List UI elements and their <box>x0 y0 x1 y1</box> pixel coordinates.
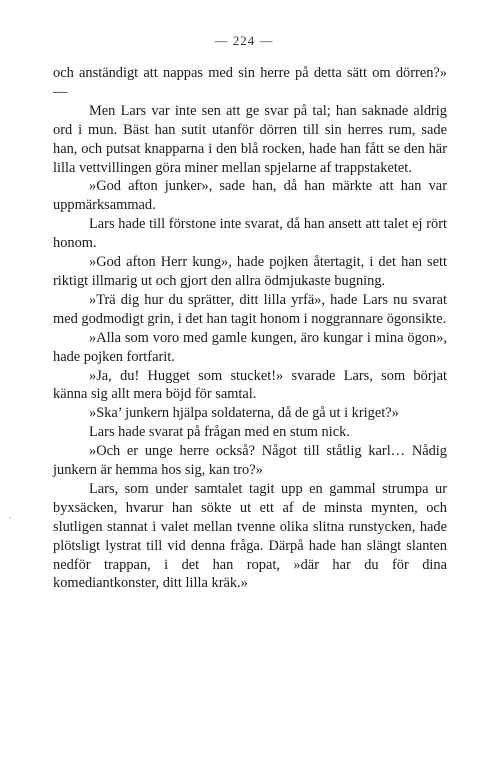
paragraph: »Och er unge herre också? Något till ståtlig karl… Nådig junkern är hemma hos sig, kan tro?» <box>53 443 447 479</box>
paragraph: »Ska’ junkern hjälpa soldaterna, då de gå ut i kriget?» <box>89 405 399 422</box>
paragraph: »God afton Herr kung», hade pojken återtagit, i det han sett riktigt illmarig ut och gjort den allra ödmjukaste bugning. <box>53 254 447 289</box>
text-body <box>53 64 447 593</box>
paragraph: »Ja, du! Hugget som stucket!» svarade Lars, som börjat känna sig allt mera böjd för samtal. <box>53 367 447 403</box>
page-number: — 224 — <box>214 33 274 48</box>
paragraph: Lars, som under samtalet tagit upp en gammal strumpa ur byxsäcken, hvarur han sökte ut ett af de minsta mynten, och slutligen stannat i valet mellan tvenne olika slitna runstycken, hade plötsligt lystrat till vid denna fråga. Därpå hade han slängt slanten nedför trappan, i det han ropat, »där har du för dina komediantkonster, ditt lilla kräk.» <box>53 480 447 592</box>
paragraph: »God afton junker», sade han, då han märkte att han var uppmärksammad. <box>53 178 447 214</box>
paragraph: »Alla som voro med gamle kungen, äro kungar i mina ögon», hade pojken fortfarit. <box>53 329 447 365</box>
paragraph: och anständigt att nappas med sin herre på detta sätt om dörren?» — <box>53 65 447 100</box>
paragraph: Lars hade svarat på frågan med en stum nick. <box>89 424 350 441</box>
paragraph: »Trä dig hur du sprätter, ditt lilla yrfä», hade Lars nu svarat med godmodigt grin, i det han tagit honom i noggrannare ögonsikte. <box>53 291 447 327</box>
margin-mark: ˈ <box>9 516 13 527</box>
paragraph: Men Lars var inte sen att ge svar på tal; han saknade aldrig ord i mun. Bäst han sutit utanför dörren till sin herres rum, sade han, och putsat knapparna i den blå rocken, hade han fått se den här lilla vettvillingen göra miner mellan spjelarne af trappstaketet. <box>53 102 447 176</box>
paragraph: Lars hade till förstone inte svarat, då han ansett att talet ej rört honom. <box>53 216 447 252</box>
